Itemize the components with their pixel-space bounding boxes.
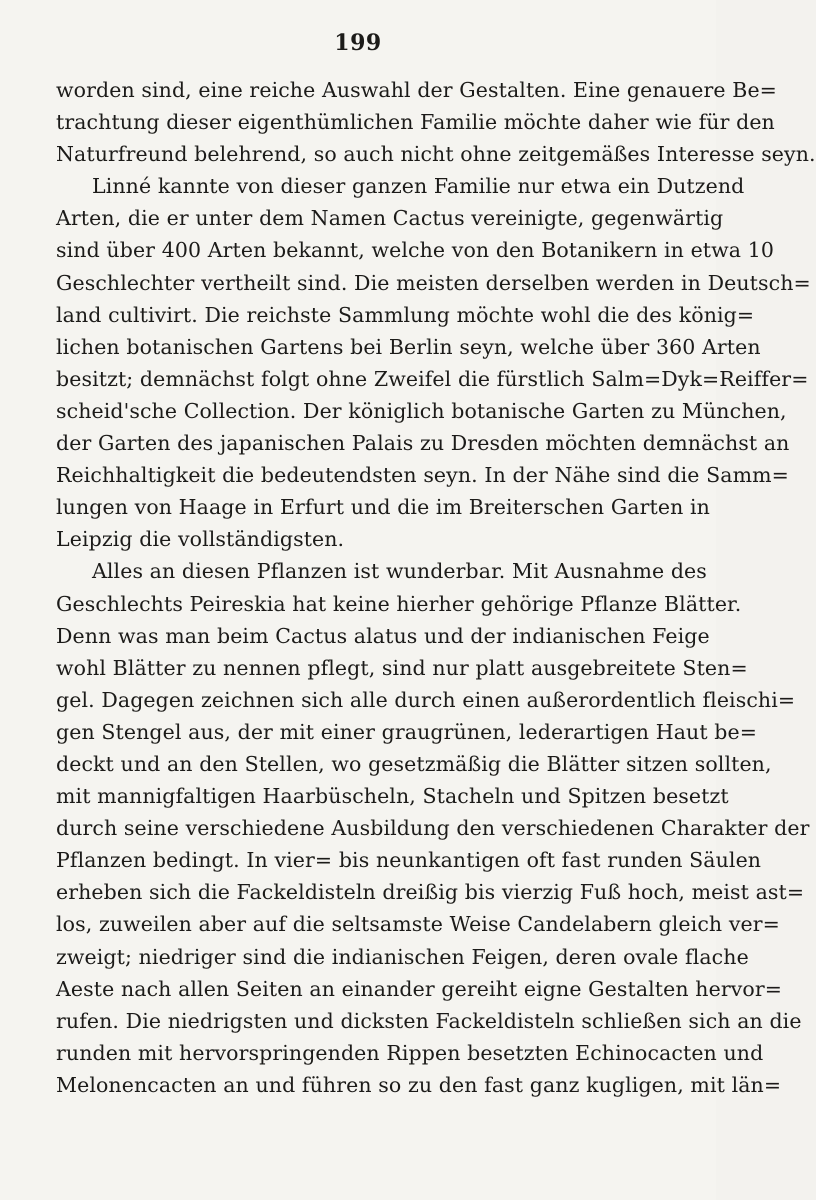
text-line: Geschlechts Peireskia hat keine hierher gehörige Pflanze Blätter. — [56, 591, 742, 616]
text-line: Arten, die er unter dem Namen Cactus vereinigte, gegenwärtig — [56, 206, 724, 231]
text-line: Aeste nach allen Seiten an einander gereiht eigne Gestalten hervor= — [56, 976, 783, 1001]
body-text — [56, 74, 816, 1101]
text-line: land cultivirt. Die reichste Sammlung möchte wohl die des könig= — [56, 302, 755, 327]
text-line: worden sind, eine reiche Auswahl der Gestalten. Eine genauere Be= — [56, 78, 777, 102]
text-line: lungen von Haage in Erfurt und die im Breiterschen Garten in — [56, 495, 710, 520]
text-line: durch seine verschiedene Ausbildung den verschiedenen Charakter der — [56, 816, 810, 841]
text-line: Leipzig die vollständigsten. — [56, 527, 345, 552]
text-line: der Garten des japanischen Palais zu Dresden möchten demnächst an — [56, 431, 790, 456]
text-line: Linné kannte von dieser ganzen Familie nur etwa ein Dutzend — [92, 174, 745, 199]
text-line: Naturfreund belehrend, so auch nicht ohne zeitgemäßes Interesse seyn. — [56, 142, 816, 167]
text-line: besitzt; demnächst folgt ohne Zweifel die fürstlich Salm=Dyk=Reiffer= — [56, 366, 809, 391]
text-line: gel. Dagegen zeichnen sich alle durch einen außerordentlich fleischi= — [56, 687, 796, 712]
text-line: rufen. Die niedrigsten und dicksten Fackeldisteln schließen sich an die — [56, 1008, 802, 1033]
text-line: Alles an diesen Pflanzen ist wunderbar. Mit Ausnahme des — [92, 559, 707, 584]
text-line: erheben sich die Fackeldisteln dreißig bis vierzig Fuß hoch, meist ast= — [56, 880, 805, 905]
text-line: Pflanzen bedingt. In vier= bis neunkantigen oft fast runden Säulen — [56, 848, 762, 873]
text-line: wohl Blätter zu nennen pflegt, sind nur platt ausgebreitete Sten= — [56, 655, 748, 680]
text-line: los, zuweilen aber auf die seltsamste Weise Candelabern gleich ver= — [56, 912, 780, 937]
text-line: trachtung dieser eigenthümlichen Familie möchte daher wie für den — [56, 110, 775, 135]
text-line: zweigt; niedriger sind die indianischen Feigen, deren ovale flache — [56, 944, 749, 969]
page-number: 199 — [334, 30, 382, 56]
text-line: scheid'sche Collection. Der königlich botanische Garten zu München, — [56, 398, 787, 423]
text-line: lichen botanischen Gartens bei Berlin seyn, welche über 360 Arten — [56, 334, 761, 359]
text-line: Geschlechter vertheilt sind. Die meisten derselben werden in Deutsch= — [56, 270, 811, 295]
text-line: Denn was man beim Cactus alatus und der indianischen Feige — [56, 623, 710, 648]
text-line: deckt und an den Stellen, wo gesetzmäßig die Blätter sitzen sollten, — [56, 751, 772, 776]
text-line: runden mit hervorspringenden Rippen besetzten Echinocacten und — [56, 1040, 764, 1065]
text-line: gen Stengel aus, der mit einer graugrünen, lederartigen Haut be= — [56, 719, 758, 744]
text-line: Reichhaltigkeit die bedeutendsten seyn. In der Nähe sind die Samm= — [56, 463, 789, 488]
text-line: Melonencacten an und führen so zu den fast ganz kugligen, mit län= — [56, 1072, 782, 1097]
text-line: sind über 400 Arten bekannt, welche von den Botanikern in etwa 10 — [56, 238, 775, 263]
text-line: mit mannigfaltigen Haarbüscheln, Stacheln und Spitzen besetzt — [56, 784, 729, 809]
